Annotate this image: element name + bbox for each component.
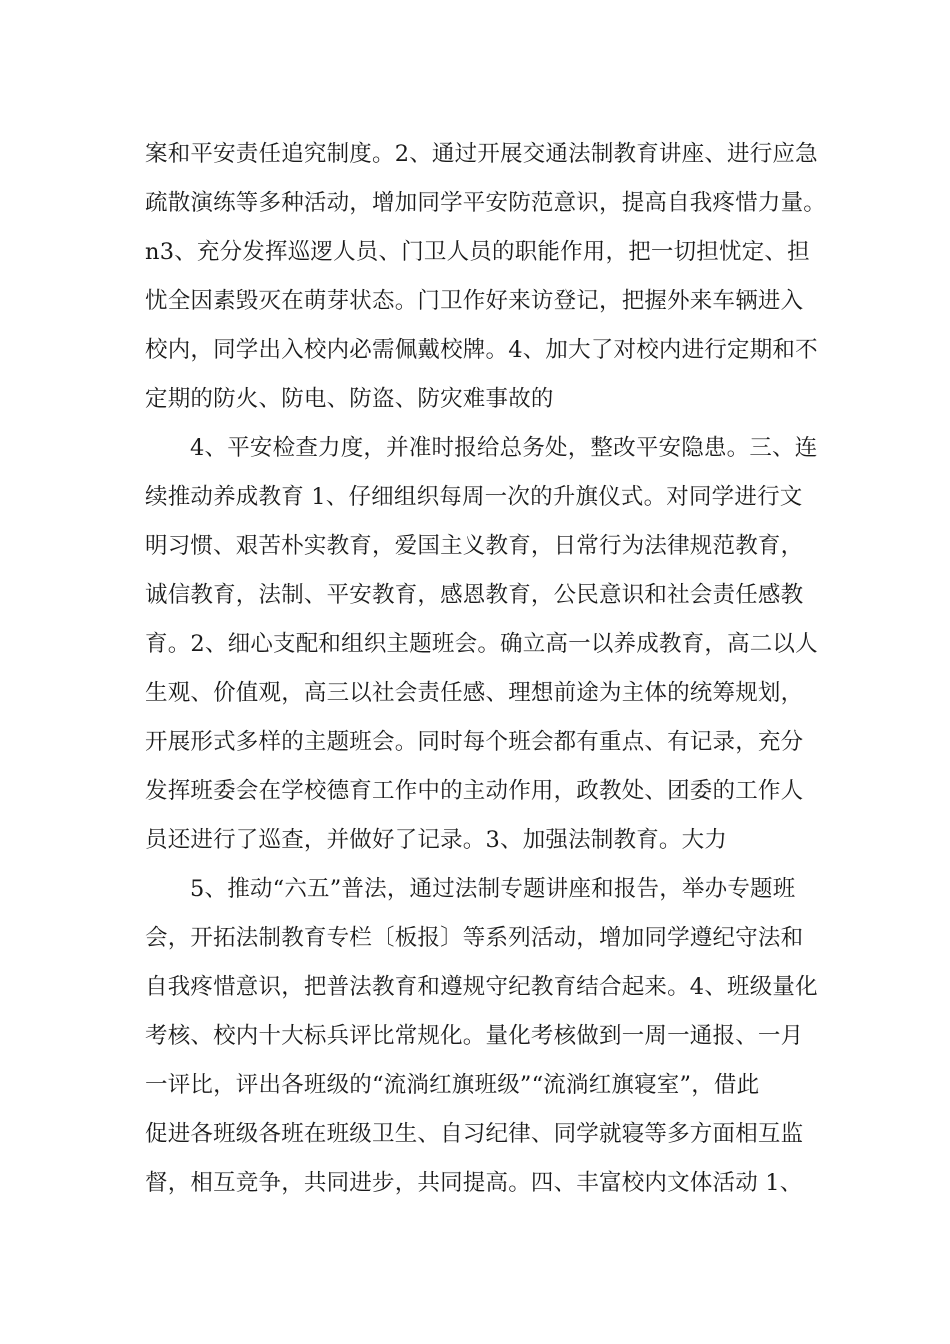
text-line: 诚信教育，法制、平安教育，感恩教育，公民意识和社会责任感教	[145, 582, 804, 608]
text-line: 自我疼惜意识，把普法教育和遵规守纪教育结合起来。4、班级量化	[145, 974, 818, 1000]
text-line: 生观、价值观，高三以社会责任感、理想前途为主体的统筹规划，	[145, 680, 804, 706]
text-line: 督，相互竞争，共同进步，共同提高。四、丰富校内文体活动 1、	[145, 1170, 803, 1196]
text-line: 会，开拓法制教育专栏〔板报〕等系列活动，增加同学遵纪守法和	[145, 925, 804, 951]
paragraph-start-line: 5、推动“六五”普法，通过法制专题讲座和报告，举办专题班	[190, 876, 796, 902]
text-line: n3、充分发挥巡逻人员、门卫人员的职能作用，把一切担忧定、担	[145, 239, 810, 265]
text-line: 校内，同学出入校内必需佩戴校牌。4、加大了对校内进行定期和不	[145, 337, 818, 363]
document-body	[145, 130, 827, 1208]
text-line: 续推动养成教育 1、仔细组织每周一次的升旗仪式。对同学进行文	[145, 484, 803, 510]
text-line: 促进各班级各班在班级卫生、自习纪律、同学就寝等多方面相互监	[145, 1121, 804, 1147]
text-line: 考核、校内十大标兵评比常规化。量化考核做到一周一通报、一月	[145, 1023, 804, 1049]
text-line: 明习惯、艰苦朴实教育，爱国主义教育，日常行为法律规范教育，	[145, 533, 804, 559]
text-line: 一评比，评出各班级的“流淌红旗班级”“流淌红旗寝室”，借此	[145, 1072, 760, 1098]
paragraph-start-line: 4、平安检查力度，并准时报给总务处，整改平安隐患。三、连	[190, 435, 818, 461]
text-line: 员还进行了巡查，并做好了记录。3、加强法制教育。大力	[145, 827, 728, 853]
text-line: 育。2、细心支配和组织主题班会。确立高一以养成教育，高二以人	[145, 631, 818, 657]
text-line: 案和平安责任追究制度。2、通过开展交通法制教育讲座、进行应急	[145, 141, 818, 167]
text-line: 开展形式多样的主题班会。同时每个班会都有重点、有记录，充分	[145, 729, 804, 755]
text-line: 发挥班委会在学校德育工作中的主动作用，政教处、团委的工作人	[145, 778, 804, 804]
text-line: 疏散演练等多种活动，增加同学平安防范意识，提高自我疼惜力量。	[145, 190, 827, 216]
text-line: 定期的防火、防电、防盗、防灾难事故的	[145, 386, 554, 412]
text-line: 忧全因素毁灭在萌芽状态。门卫作好来访登记，把握外来车辆进入	[145, 288, 804, 314]
